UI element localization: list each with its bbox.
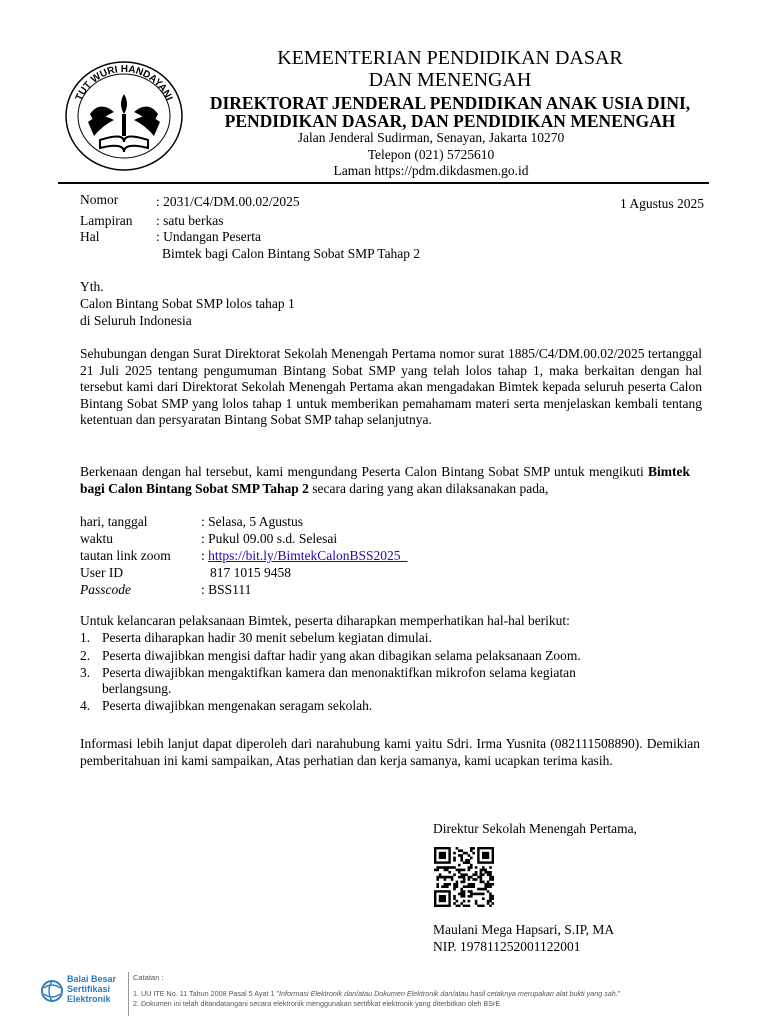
tut-wuri-handayani-logo-icon: [60, 56, 188, 172]
footer-note-1-suffix: ": [617, 989, 621, 998]
instruction-number: 1.: [80, 630, 91, 645]
body-paragraph-1: Sehubungan dengan Surat Direktorat Sekolah Menengah Pertama nomor surat 1885/C4/DM.00.02/2025 tertanggal 21 Juli 2025 tentang pengumuman Bintang Sobat SMP yang telah lolos tahap 1, maka berkaitan dengan hal tersebut kami dari Direktorat Sekolah Menengah Pertama akan mengadakan Bimtek kepada seluruh peserta Calon Bintang Sobat SMP yang lolos tahap 1 untuk memberikan pemahamam materi serta menjelaskan kembali tentang ketentuan dan persyaratan Bintang Sobat SMP tahap selanjutnya.: [80, 346, 702, 428]
schedule-passcode-label: Passcode: [80, 582, 131, 597]
directorate-line2: PENDIDIKAN DASAR, DAN PENDIDIKAN MENENGAH: [224, 111, 676, 131]
closing-paragraph: Informasi lebih lanjut dapat diperoleh dari narahubung kami yaitu Sdri. Irma Yusnita (082111508890). Demikian pemberitahuan ini kami sampaikan, Atas perhatian dan kerja samanya, kami ucapkan terima kasih.: [80, 736, 700, 768]
paragraph-2-outro: secara daring yang akan dilaksanakan pada,: [308, 480, 549, 496]
footer-note-2: 2. Dokumen ini telah ditandatangani secara elektronik menggunakan sertifikat elektronik yang diterbitkan oleh BSrE: [133, 999, 501, 1008]
footer-note-1-prefix: 1. UU ITE No. 11 Tahun 2008 Pasal 5 Ayat 1 ": [133, 989, 279, 998]
zoom-link[interactable]: https://bit.ly/BimtekCalonBSS2025_: [208, 548, 408, 563]
instruction-number: 3.: [80, 665, 91, 680]
paragraph-2-intro: Berkenaan dengan hal tersebut, kami mengundang Peserta Calon Bintang Sobat SMP untuk mengikuti: [80, 464, 648, 479]
hal-value-line1: : Undangan Peserta: [156, 229, 261, 244]
body-paragraph-2: [80, 464, 690, 497]
schedule-userid-value: 817 1015 9458: [210, 565, 291, 580]
directorate-line1: DIREKTORAT JENDERAL PENDIDIKAN ANAK USIA DINI,: [209, 93, 691, 113]
letter-date: 1 Agustus 2025: [619, 196, 704, 211]
recipient-name: Calon Bintang Sobat SMP lolos tahap 1: [80, 296, 295, 311]
schedule-time-value: : Pukul 09.00 s.d. Selesai: [201, 531, 338, 546]
schedule-day-value: : Selasa, 5 Agustus: [201, 514, 304, 529]
instruction-text-continued: berlangsung.: [102, 681, 172, 696]
instruction-item-4: [80, 698, 700, 715]
ministry-name-line2: DAN MENENGAH: [368, 69, 532, 91]
ministry-logo: [60, 56, 188, 172]
letterhead-phone: Telepon (021) 5725610: [367, 147, 495, 162]
schedule-passcode-value: : BSS111: [201, 582, 252, 597]
bsre-line3: Elektronik: [67, 994, 111, 1004]
recipient-location: di Seluruh Indonesia: [80, 313, 192, 328]
footer-note-1: [133, 989, 620, 998]
instruction-text: Peserta diwajibkan mengisi daftar hadir yang akan dibagikan selama pelaksanaan Zoom.: [102, 648, 581, 663]
bsre-globe-icon: [40, 978, 64, 1004]
instruction-number: 2.: [80, 648, 91, 663]
bsre-line2: Sertifikasi: [67, 984, 111, 994]
instruction-item-2: [80, 648, 700, 665]
schedule-zoom-value: [201, 548, 407, 564]
instruction-text: Peserta diwajibkan mengaktifkan kamera dan menonaktifkan mikrofon selama kegiatan: [102, 665, 576, 680]
instruction-item-3: [80, 665, 700, 699]
instruction-text: Peserta diwajibkan mengenakan seragam sekolah.: [102, 698, 373, 713]
footer-divider: [128, 972, 129, 1016]
hal-value-line2: Bimtek bagi Calon Bintang Sobat SMP Tahap 2: [162, 246, 421, 261]
signatory-name: Maulani Mega Hapsari, S.IP, MA: [433, 922, 615, 937]
footer-note-1-quote: Informasi Elektronik dan/atau Dokumen Elektronik dan/atau hasil cetaknya merupakan alat bukti yang sah.: [279, 989, 618, 998]
nomor-label: Nomor: [80, 192, 119, 207]
bsre-logo: [40, 972, 120, 1016]
header-divider: [58, 182, 709, 184]
lampiran-value: : satu berkas: [156, 213, 224, 228]
letterhead-website: Laman https://pdm.dikdasmen.go.id: [333, 163, 529, 178]
instructions-intro: Untuk kelancaran pelaksanaan Bimtek, peserta diharapkan memperhatikan hal-hal berikut:: [80, 613, 570, 628]
nomor-value: : 2031/C4/DM.00.02/2025: [156, 194, 300, 209]
schedule-userid-label: User ID: [80, 565, 124, 580]
recipient-salutation: Yth.: [80, 279, 104, 294]
lampiran-label: Lampiran: [80, 213, 133, 228]
schedule-time-label: waktu: [80, 531, 113, 546]
schedule-zoom-label: tautan link zoom: [80, 548, 171, 563]
signature-title: Direktur Sekolah Menengah Pertama,: [433, 821, 637, 836]
schedule-day-label: hari, tanggal: [80, 514, 148, 529]
footer-catatan: Catatan :: [133, 973, 164, 982]
bsre-line1: Balai Besar: [67, 974, 117, 984]
zoom-colon: :: [201, 548, 209, 563]
instruction-number: 4.: [80, 698, 91, 713]
instruction-item-1: [80, 630, 700, 647]
signatory-nip: NIP. 197811252001122001: [433, 939, 581, 954]
hal-label: Hal: [80, 229, 100, 244]
signature-qr-code-icon: [434, 847, 494, 907]
instruction-text: Peserta diharapkan hadir 30 menit sebelum kegiatan dimulai.: [102, 630, 432, 645]
event-title: Bimtek bagi Calon Bintang Sobat SMP Tahap 2: [80, 464, 690, 496]
letterhead-address: Jalan Jenderal Sudirman, Senayan, Jakarta 10270: [297, 130, 565, 145]
logo-text: TUT WURI HANDAYANI: [73, 63, 175, 103]
ministry-name-line1: KEMENTERIAN PENDIDIKAN DASAR: [277, 47, 623, 69]
